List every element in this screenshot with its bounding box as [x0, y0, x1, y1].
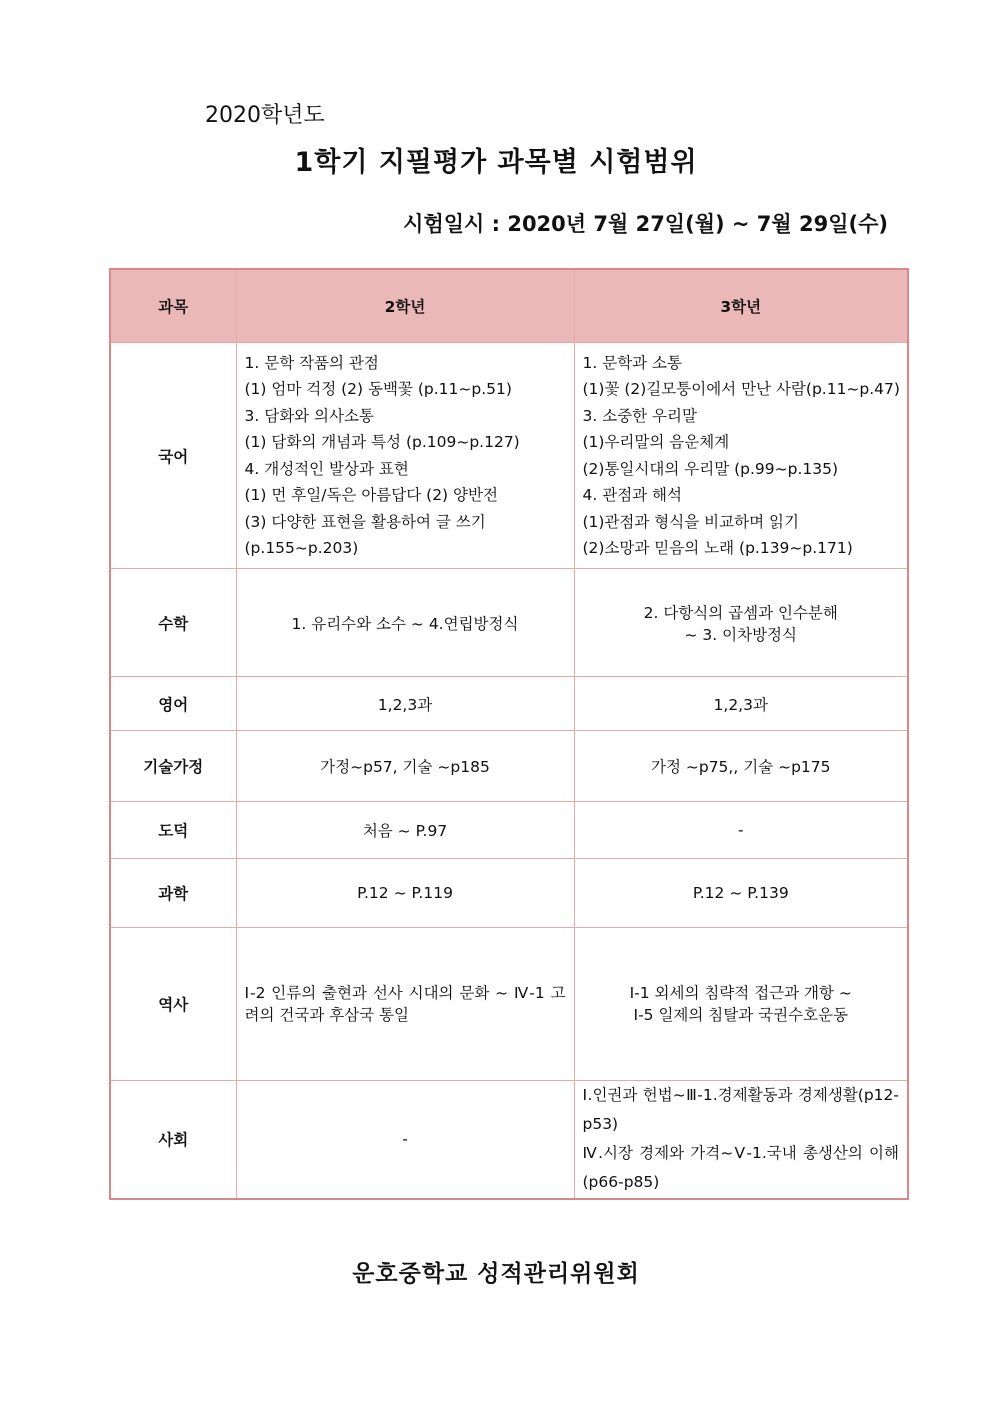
range-line: 4. 관점과 해석 — [582, 486, 683, 504]
school-year: 2020학년도 — [205, 103, 325, 128]
grade3-range — [574, 802, 908, 859]
range-line: (3) 다양한 표현을 활용하여 글 쓰기 — [244, 512, 486, 531]
table-row — [110, 802, 908, 859]
range-line: 가정 ~p75,, 기술 ~p175 — [651, 758, 831, 776]
range-line: ~ 3. 이차방정식 — [684, 625, 797, 644]
grade3-range — [574, 928, 908, 1081]
range-line: (1) 엄마 걱정 (2) 동백꽃 (p.11~p.51) — [244, 380, 512, 398]
range-line: 2. 다항식의 곱셈과 인수분해 — [643, 603, 838, 622]
exam-date: 시험일시 : 2020년 7월 27일(월) ~ 7월 29일(수) — [403, 212, 888, 236]
range-line: (p.155~p.203) — [244, 539, 359, 557]
grade3-range — [574, 343, 908, 569]
range-line: 1,2,3과 — [713, 695, 768, 714]
range-line: 1. 문학 작품의 관점 — [244, 353, 379, 372]
range-line: P.12 ~ P.119 — [357, 884, 453, 902]
table-row — [110, 569, 908, 677]
range-line: 1. 유리수와 소수 ~ 4.연립방정식 — [291, 614, 519, 633]
page-title: 1학기 지필평가 과목별 시험범위 — [294, 147, 698, 178]
range-line: - — [402, 1130, 408, 1149]
grade2-range — [236, 731, 574, 802]
grade3-range — [574, 1081, 908, 1199]
range-line: P.12 ~ P.139 — [692, 884, 789, 902]
range-line: (1) 먼 후일/독은 아름답다 (2) 양반전 — [244, 486, 498, 504]
grade2-range — [236, 859, 574, 928]
range-line: 가정~p57, 기술 ~p185 — [320, 758, 490, 776]
table-header-row — [110, 269, 908, 343]
subject-cell: 국어 — [110, 343, 236, 569]
column-header-subject: 과목 — [110, 269, 236, 343]
table-row — [110, 731, 908, 802]
grade3-range — [574, 569, 908, 677]
range-line: (1)관점과 형식을 비교하며 읽기 — [582, 512, 799, 531]
subject-cell: 수학 — [110, 569, 236, 677]
grade2-range — [236, 343, 574, 569]
table-row — [110, 343, 908, 569]
grade3-range — [574, 859, 908, 928]
range-line: 3. 담화와 의사소통 — [244, 406, 374, 425]
range-line: 1. 문학과 소통 — [582, 353, 683, 372]
subject-cell: 사회 — [110, 1081, 236, 1199]
subject-cell: 과학 — [110, 859, 236, 928]
column-header-grade2: 2학년 — [236, 269, 574, 343]
range-line: Ⅰ.인권과 헌법~Ⅲ-1.경제활동과 경제생활(p12-p53) — [582, 1086, 899, 1134]
table-row — [110, 1081, 908, 1199]
column-header-grade3: 3학년 — [574, 269, 908, 343]
grade2-range — [236, 569, 574, 677]
subject-cell: 도덕 — [110, 802, 236, 859]
grade2-range — [236, 928, 574, 1081]
range-line: Ⅳ.시장 경제와 가격~Ⅴ-1.국내 총생산의 이해(p66-p85) — [582, 1144, 899, 1192]
range-line: 1,2,3과 — [377, 695, 433, 714]
table-row — [110, 928, 908, 1081]
range-line: Ⅰ-2 인류의 출현과 선사 시대의 문화 ~ Ⅳ-1 고려의 건국과 후삼국 통일 — [244, 984, 566, 1024]
range-line: (1) 담화의 개념과 특성 (p.109~p.127) — [244, 433, 520, 451]
grade2-range — [236, 677, 574, 731]
range-line: 처음 ~ P.97 — [362, 822, 448, 840]
grade2-range — [236, 802, 574, 859]
range-line: (1)꽃 (2)길모퉁이에서 만난 사람(p.11~p.47) — [582, 380, 900, 398]
subject-cell: 역사 — [110, 928, 236, 1081]
subject-cell: 기술가정 — [110, 731, 236, 802]
range-line: Ⅰ-5 일제의 침탈과 국권수호운동 — [633, 1006, 848, 1024]
range-line: - — [737, 821, 744, 839]
range-line: Ⅰ-1 외세의 침략적 접근과 개항 ~ — [629, 984, 852, 1002]
committee-name: 운호중학교 성적관리위원회 — [352, 1261, 640, 1287]
table-row — [110, 677, 908, 731]
range-line: (2)소망과 믿음의 노래 (p.139~p.171) — [582, 539, 853, 557]
table-row — [110, 859, 908, 928]
grade3-range — [574, 731, 908, 802]
range-line: 3. 소중한 우리말 — [582, 406, 697, 425]
subject-cell: 영어 — [110, 677, 236, 731]
range-line: (2)통일시대의 우리말 (p.99~p.135) — [582, 459, 839, 478]
range-line: 4. 개성적인 발상과 표현 — [244, 459, 409, 478]
exam-range-table — [109, 268, 909, 1200]
grade2-range — [236, 1081, 574, 1199]
range-line: (1)우리말의 음운체계 — [582, 433, 730, 451]
grade3-range — [574, 677, 908, 731]
